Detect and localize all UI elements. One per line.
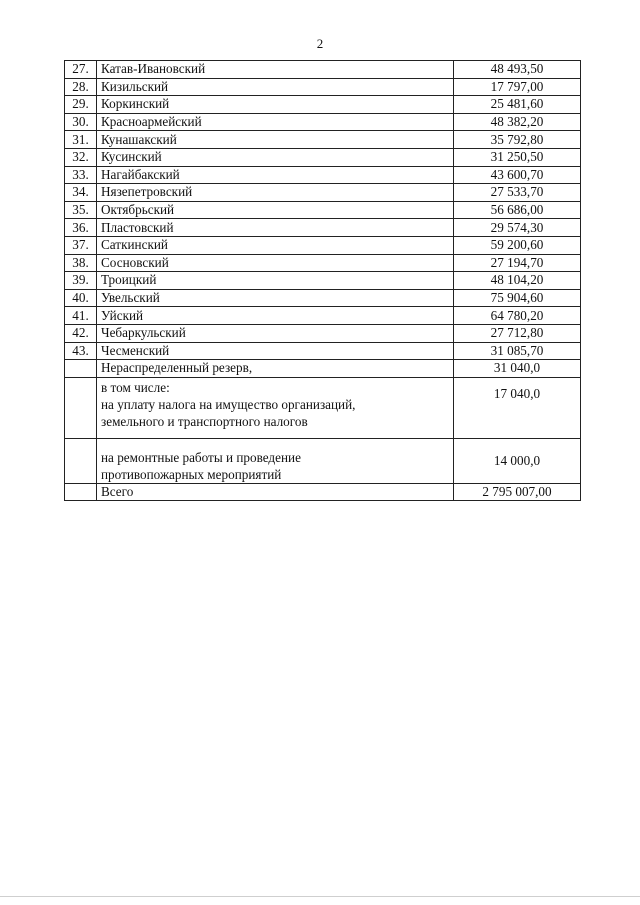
row-number (65, 438, 97, 483)
district-amount: 48 493,50 (454, 61, 581, 79)
district-amount: 17 797,00 (454, 78, 581, 96)
district-name: Нагайбакский (97, 166, 454, 184)
district-amount: 48 382,20 (454, 113, 581, 131)
table-row (65, 289, 581, 307)
district-name: Кусинский (97, 148, 454, 166)
repairs-row (65, 438, 581, 483)
row-number: 28. (65, 78, 97, 96)
district-name: Сосновский (97, 254, 454, 272)
district-name: Кизильский (97, 78, 454, 96)
district-amount: 35 792,80 (454, 131, 581, 149)
row-number: 37. (65, 236, 97, 254)
repairs-label-line: на ремонтные работы и проведение (101, 449, 301, 465)
table-row (65, 219, 581, 237)
district-amount: 64 780,20 (454, 307, 581, 325)
row-number: 29. (65, 96, 97, 114)
row-number: 32. (65, 148, 97, 166)
district-amount: 59 200,60 (454, 236, 581, 254)
tax-label-line: в том числе: (101, 379, 170, 395)
row-number: 39. (65, 272, 97, 290)
district-amount: 27 194,70 (454, 254, 581, 272)
district-name: Пластовский (97, 219, 454, 237)
district-amount: 29 574,30 (454, 219, 581, 237)
row-number: 41. (65, 307, 97, 325)
table-row (65, 96, 581, 114)
table-row (65, 272, 581, 290)
row-number: 43. (65, 342, 97, 360)
row-number: 42. (65, 324, 97, 342)
total-row (65, 483, 581, 501)
table-row (65, 236, 581, 254)
tax-label (97, 377, 454, 438)
row-number: 31. (65, 131, 97, 149)
tax-label-line: на уплату налога на имущество организаций, (101, 396, 356, 412)
table-row (65, 148, 581, 166)
total-label: Всего (97, 483, 454, 501)
row-number (65, 360, 97, 378)
row-number (65, 483, 97, 501)
district-name: Нязепетровский (97, 184, 454, 202)
tax-amount: 17 040,0 (454, 377, 581, 438)
district-name: Троицкий (97, 272, 454, 290)
table-row (65, 166, 581, 184)
row-number: 33. (65, 166, 97, 184)
table-row (65, 131, 581, 149)
row-number: 30. (65, 113, 97, 131)
row-number: 36. (65, 219, 97, 237)
district-amount: 56 686,00 (454, 201, 581, 219)
district-amount: 31 085,70 (454, 342, 581, 360)
row-number: 34. (65, 184, 97, 202)
row-number: 40. (65, 289, 97, 307)
table-row (65, 254, 581, 272)
scan-edge-line (0, 896, 640, 897)
table-row (65, 307, 581, 325)
page-number: 2 (316, 36, 324, 51)
table-body (65, 61, 581, 501)
district-amount: 31 250,50 (454, 148, 581, 166)
district-name: Чебаркульский (97, 324, 454, 342)
table-row (65, 342, 581, 360)
tax-label-line: земельного и транспортного налогов (101, 413, 308, 429)
row-number: 35. (65, 201, 97, 219)
row-number (65, 377, 97, 438)
row-number: 38. (65, 254, 97, 272)
district-amount: 43 600,70 (454, 166, 581, 184)
district-name: Увельский (97, 289, 454, 307)
district-name: Чесменский (97, 342, 454, 360)
district-amount: 25 481,60 (454, 96, 581, 114)
tax-row (65, 377, 581, 438)
district-amount: 75 904,60 (454, 289, 581, 307)
reserve-label: Нераспределенный резерв, (97, 360, 454, 378)
district-amount: 27 712,80 (454, 324, 581, 342)
reserve-row (65, 360, 581, 378)
total-amount: 2 795 007,00 (454, 483, 581, 501)
district-amount: 27 533,70 (454, 184, 581, 202)
district-name: Коркинский (97, 96, 454, 114)
district-name: Кунашакский (97, 131, 454, 149)
district-name: Саткинский (97, 236, 454, 254)
table-row (65, 201, 581, 219)
table-row (65, 324, 581, 342)
table-row (65, 78, 581, 96)
table-row (65, 61, 581, 79)
table-row (65, 113, 581, 131)
district-name: Октябрьский (97, 201, 454, 219)
repairs-label (97, 438, 454, 483)
repairs-amount: 14 000,0 (454, 438, 581, 483)
reserve-amount: 31 040,0 (454, 360, 581, 378)
district-name: Уйский (97, 307, 454, 325)
table-row (65, 184, 581, 202)
district-amount: 48 104,20 (454, 272, 581, 290)
district-name: Красноармейский (97, 113, 454, 131)
allocation-table (64, 60, 581, 501)
row-number: 27. (65, 61, 97, 79)
repairs-label-line: противопожарных мероприятий (101, 466, 282, 482)
district-name: Катав-Ивановский (97, 61, 454, 79)
